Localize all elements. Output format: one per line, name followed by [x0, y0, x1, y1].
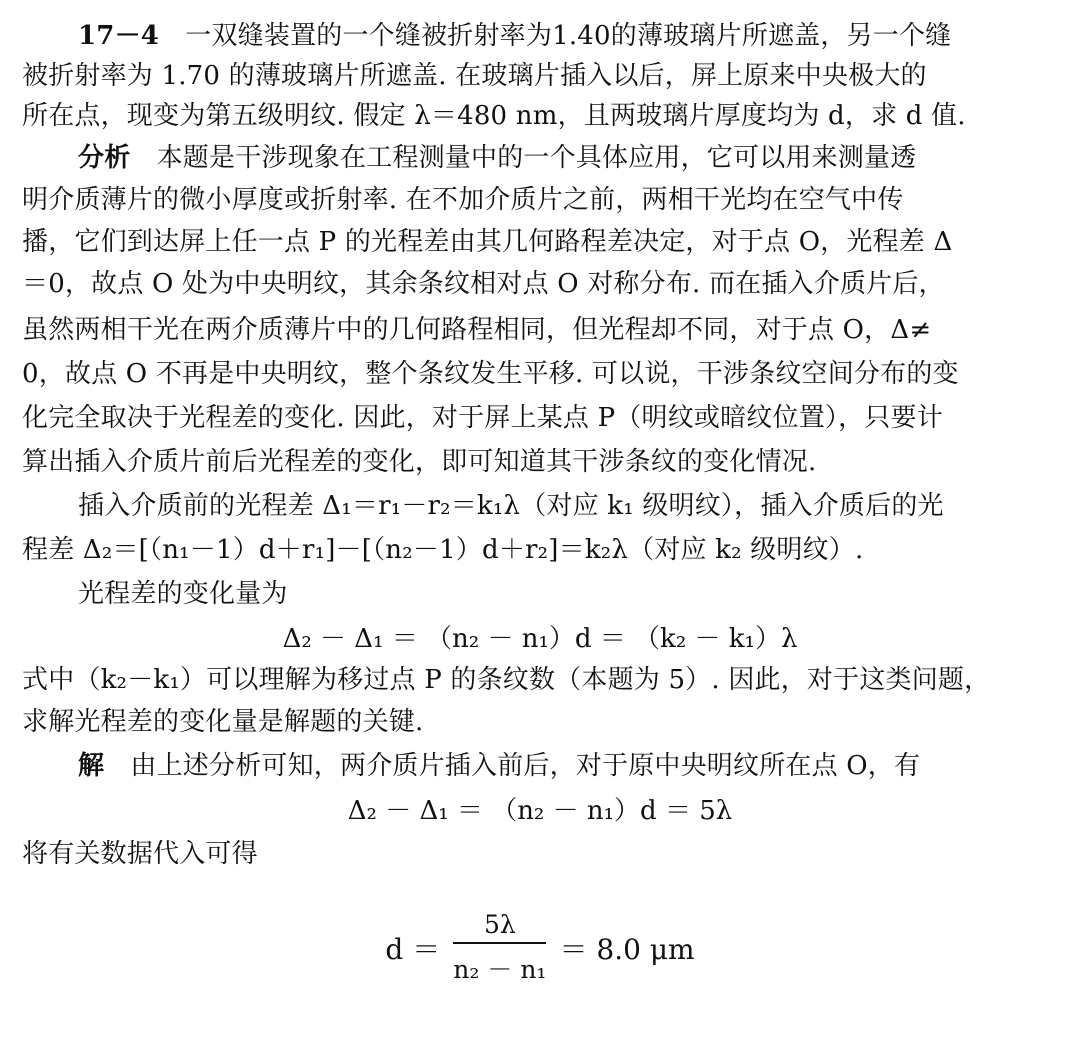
analysis-line-3: 播，它们到达屏上任一点 P 的光程差由其几何路程差决定，对于点 O，光程差 Δ: [22, 227, 953, 257]
analysis-equation: Δ₂ － Δ₁ ＝ （n₂ － n₁）d ＝ （k₂ － k₁）λ: [282, 624, 798, 654]
result-lhs: d ＝: [385, 933, 441, 966]
problem-line-1: [78, 16, 1054, 56]
solution-line-1-text: 由上述分析可知，两介质片插入前后，对于原中央明纹所在点 O，有: [104, 751, 921, 781]
solution-equation: Δ₂ － Δ₁ ＝ （n₂ － n₁）d ＝ 5λ: [347, 796, 733, 826]
problem-number: 17－4: [78, 21, 160, 51]
problem-line-1-text: 一双缝装置的一个缝被折射率为1.40的薄玻璃片所遮盖，另一个缝: [159, 21, 952, 51]
analysis-line-1: [78, 138, 1054, 178]
analysis-line-13: 式中（k₂－k₁）可以理解为移过点 P 的条纹数（本题为 5）. 因此，对于这类问题，: [22, 665, 991, 695]
analysis-line-10: 程差 Δ₂＝[（n₁－1）d＋r₁]－[（n₂－1）d＋r₂]＝k₂λ（对应 k₂ 级明纹）.: [22, 535, 864, 565]
analysis-heading: 分析: [78, 143, 131, 173]
analysis-line-14: 求解光程差的变化量是解题的关键.: [22, 707, 424, 737]
analysis-line-5: 虽然两相干光在两介质薄片中的几何路程相同，但光程却不同，对于点 O，Δ≠: [22, 315, 932, 345]
result-rhs: ＝ 8.0 μm: [559, 933, 695, 966]
problem-line-3: 所在点，现变为第五级明纹. 假定 λ＝480 nm，且两玻璃片厚度均为 d，求 d 值.: [22, 101, 966, 131]
solution-line-3: 将有关数据代入可得: [22, 839, 258, 869]
solution-line-1: [78, 746, 1054, 786]
analysis-line-8: 算出插入介质片前后光程差的变化，即可知道其干涉条纹的变化情况.: [22, 447, 817, 477]
result-equation: [0, 910, 1080, 990]
result-numerator: 5λ: [453, 910, 546, 944]
result-denominator: n₂ － n₁: [453, 955, 547, 984]
analysis-line-4: ＝0，故点 O 处为中央明纹，其余条纹相对点 O 对称分布. 而在插入介质片后，: [22, 269, 945, 299]
analysis-line-1-text: 本题是干涉现象在工程测量中的一个具体应用，它可以用来测量透: [130, 143, 917, 173]
analysis-line-11: 光程差的变化量为: [78, 579, 288, 609]
result-fraction: [453, 910, 546, 986]
solution-heading: 解: [78, 751, 105, 781]
analysis-line-9: 插入介质前的光程差 Δ₁＝r₁－r₂＝k₁λ（对应 k₁ 级明纹），插入介质后的光: [78, 491, 944, 521]
analysis-line-7: 化完全取决于光程差的变化. 因此，对于屏上某点 P（明纹或暗纹位置），只要计: [22, 403, 943, 433]
analysis-line-6: 0，故点 O 不再是中央明纹，整个条纹发生平移. 可以说，干涉条纹空间分布的变: [22, 359, 959, 389]
analysis-line-2: 明介质薄片的微小厚度或折射率. 在不加介质片之前，两相干光均在空气中传: [22, 185, 904, 215]
problem-line-2: 被折射率为 1.70 的薄玻璃片所遮盖. 在玻璃片插入以后，屏上原来中央极大的: [22, 61, 927, 91]
